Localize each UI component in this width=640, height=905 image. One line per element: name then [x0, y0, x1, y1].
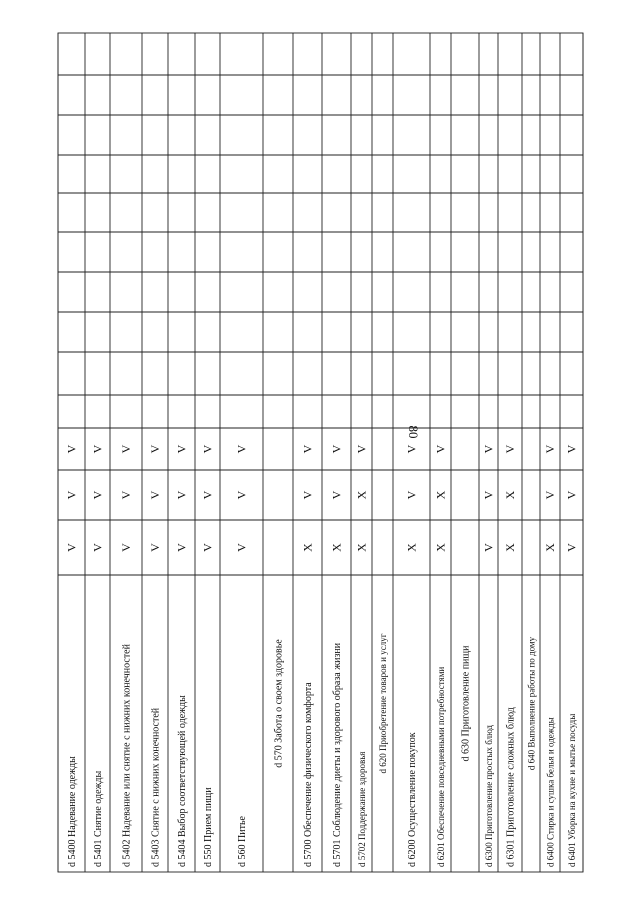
mark-v: V — [503, 444, 517, 454]
activity-label: d 5700 Обеспечение физического комфорта — [303, 682, 314, 867]
activity-label: d 5702 Поддержание здоровья — [357, 751, 367, 867]
activity-label: d 5701 Соблюдение диеты и здорового образа жизни — [332, 642, 343, 867]
mark-v: V — [119, 444, 133, 454]
activity-label: d 5401 Снятие одежды — [93, 770, 104, 867]
mark-v: V — [300, 444, 315, 454]
page-number: 80 — [406, 425, 421, 439]
mark-x: X — [354, 490, 369, 500]
mark-v: V — [148, 490, 162, 500]
mark-v: V — [64, 543, 79, 552]
mark-v: V — [564, 444, 579, 454]
mark-v: V — [90, 543, 105, 552]
mark-v: V — [404, 490, 419, 500]
mark-v: V — [433, 444, 448, 454]
mark-x: X — [433, 543, 448, 552]
mark-v: V — [174, 543, 189, 552]
mark-v: V — [329, 490, 344, 500]
mark-v: V — [148, 444, 162, 454]
mark-x: X — [404, 543, 419, 552]
mark-v: V — [234, 543, 249, 552]
mark-v: V — [564, 490, 579, 500]
mark-v: V — [481, 490, 496, 500]
mark-v: V — [64, 490, 79, 500]
mark-v: V — [234, 490, 249, 500]
mark-v: V — [90, 444, 105, 454]
mark-v: V — [200, 444, 215, 454]
mark-x: X — [503, 490, 517, 500]
mark-v: V — [174, 444, 189, 454]
activity-label: d 6401 Уборка на кухне и мытье посуды — [567, 713, 577, 867]
section-heading: d 570 Забота о своем здоровье — [273, 639, 285, 768]
activity-label: d 550 Прием пищи — [203, 787, 214, 867]
mark-v: V — [200, 543, 215, 552]
activity-label: d 5403 Снятие с нижних конечностей — [150, 707, 162, 867]
mark-v: V — [404, 444, 419, 454]
mark-v: V — [564, 543, 579, 552]
mark-v: V — [64, 444, 79, 454]
mark-x: X — [329, 543, 344, 552]
activity-label: d 5400 Надевание одежды — [67, 756, 78, 867]
mark-v: V — [174, 490, 189, 500]
mark-v: V — [329, 444, 344, 454]
mark-v: V — [148, 543, 162, 552]
mark-x: X — [543, 543, 557, 552]
mark-v: V — [354, 444, 369, 454]
section-heading: d 630 Приготовление пищи — [460, 645, 472, 762]
mark-v: V — [90, 490, 105, 500]
section-heading: d 620 Приобретение товаров и услуг — [378, 633, 388, 774]
mark-v: V — [481, 543, 496, 552]
mark-v: V — [300, 490, 315, 500]
activity-label: d 5404 Выбор соответствующей одежды — [177, 695, 188, 867]
mark-v: V — [200, 490, 215, 500]
activity-label: d 6301 Приготовление сложных блюд — [505, 707, 517, 867]
activity-label: d 6201 Обеспечение повседневными потребностями — [436, 666, 446, 867]
mark-v: V — [119, 543, 133, 552]
mark-v: V — [119, 490, 133, 500]
mark-x: X — [503, 543, 517, 552]
section-heading: d 640 Выполнение работы по дому — [526, 636, 537, 771]
mark-x: X — [300, 543, 315, 552]
mark-v: V — [234, 444, 249, 454]
mark-v: V — [481, 444, 496, 454]
mark-v: V — [543, 490, 557, 500]
mark-x: X — [433, 490, 448, 500]
activity-label: d 6200 Осуществление покупок — [407, 732, 418, 867]
mark-x: X — [354, 543, 369, 552]
activity-label: d 560 Питье — [237, 816, 248, 867]
mark-v: V — [543, 444, 557, 454]
activity-label: d 5402 Надевание или снятие с нижних конечностей — [121, 644, 133, 867]
activity-label: d 6400 Стирка и сушка белья и одежды — [545, 717, 556, 867]
activity-label: d 6300 Приготовление простых блюд — [484, 725, 494, 867]
